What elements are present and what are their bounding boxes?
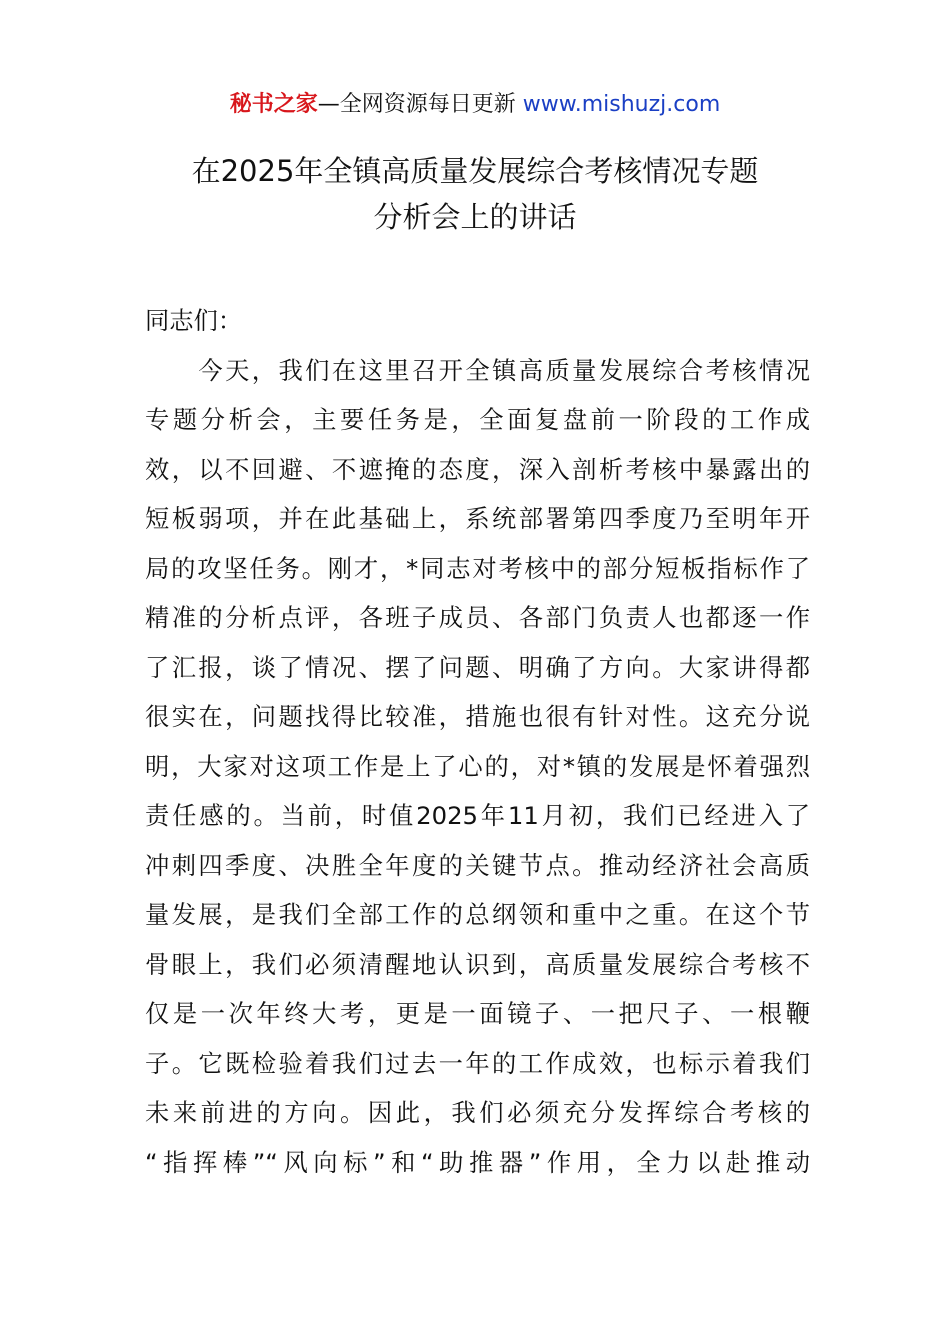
body-line: 量发展，是我们全部工作的总纲领和重中之重。在这个节 <box>145 900 810 929</box>
body-line: 子。它既检验着我们过去一年的工作成效，也标示着我们 <box>145 1048 810 1078</box>
body-line: 精准的分析点评，各班子成员、各部门负责人也都逐一作 <box>145 603 810 632</box>
body-line: 了汇报，谈了情况、摆了问题、明确了方向。大家讲得都 <box>145 652 810 682</box>
site-header <box>0 88 950 122</box>
document-title <box>120 148 830 240</box>
body-line: 局的攻坚任务。刚才，*同志对考核中的部分短板指标作了 <box>145 553 810 583</box>
brand-name: 秘书之家 <box>229 92 318 117</box>
site-url-link[interactable]: www.mishuzj.com <box>522 92 721 117</box>
body-line: 责任感的。当前，时值2025年11月初，我们已经进入了 <box>145 801 810 830</box>
header-tagline: —全网资源每日更新 <box>317 92 516 117</box>
title-line-2: 分析会上的讲话 <box>373 200 577 234</box>
body-line: 冲刺四季度、决胜全年度的关键节点。推动经济社会高质 <box>145 850 810 880</box>
body-line: 很实在，问题找得比较准，措施也很有针对性。这充分说 <box>145 702 810 731</box>
body-line: 效，以不回避、不遮掩的态度，深入剖析考核中暴露出的 <box>145 454 810 484</box>
document-body <box>145 296 810 1187</box>
salutation: 同志们： <box>145 306 243 335</box>
body-line: 仅是一次年终大考，更是一面镜子、一把尺子、一根鞭 <box>145 999 810 1028</box>
title-line-1: 在2025年全镇高质量发展综合考核情况专题 <box>191 154 759 188</box>
body-line: 短板弱项，并在此基础上，系统部署第四季度乃至明年开 <box>145 504 810 533</box>
body-line: 骨眼上，我们必须清醒地认识到，高质量发展综合考核不 <box>145 949 810 979</box>
body-line: 未来前进的方向。因此，我们必须充分发挥综合考核的 <box>145 1098 810 1127</box>
body-line: “指挥棒”“风向标”和“助推器”作用，全力以赴推动 <box>145 1147 810 1177</box>
body-line: 今天，我们在这里召开全镇高质量发展综合考核情况 <box>145 355 810 385</box>
body-line: 明，大家对这项工作是上了心的，对*镇的发展是怀着强烈 <box>145 751 810 781</box>
body-line: 专题分析会，主要任务是，全面复盘前一阶段的工作成 <box>145 405 810 434</box>
